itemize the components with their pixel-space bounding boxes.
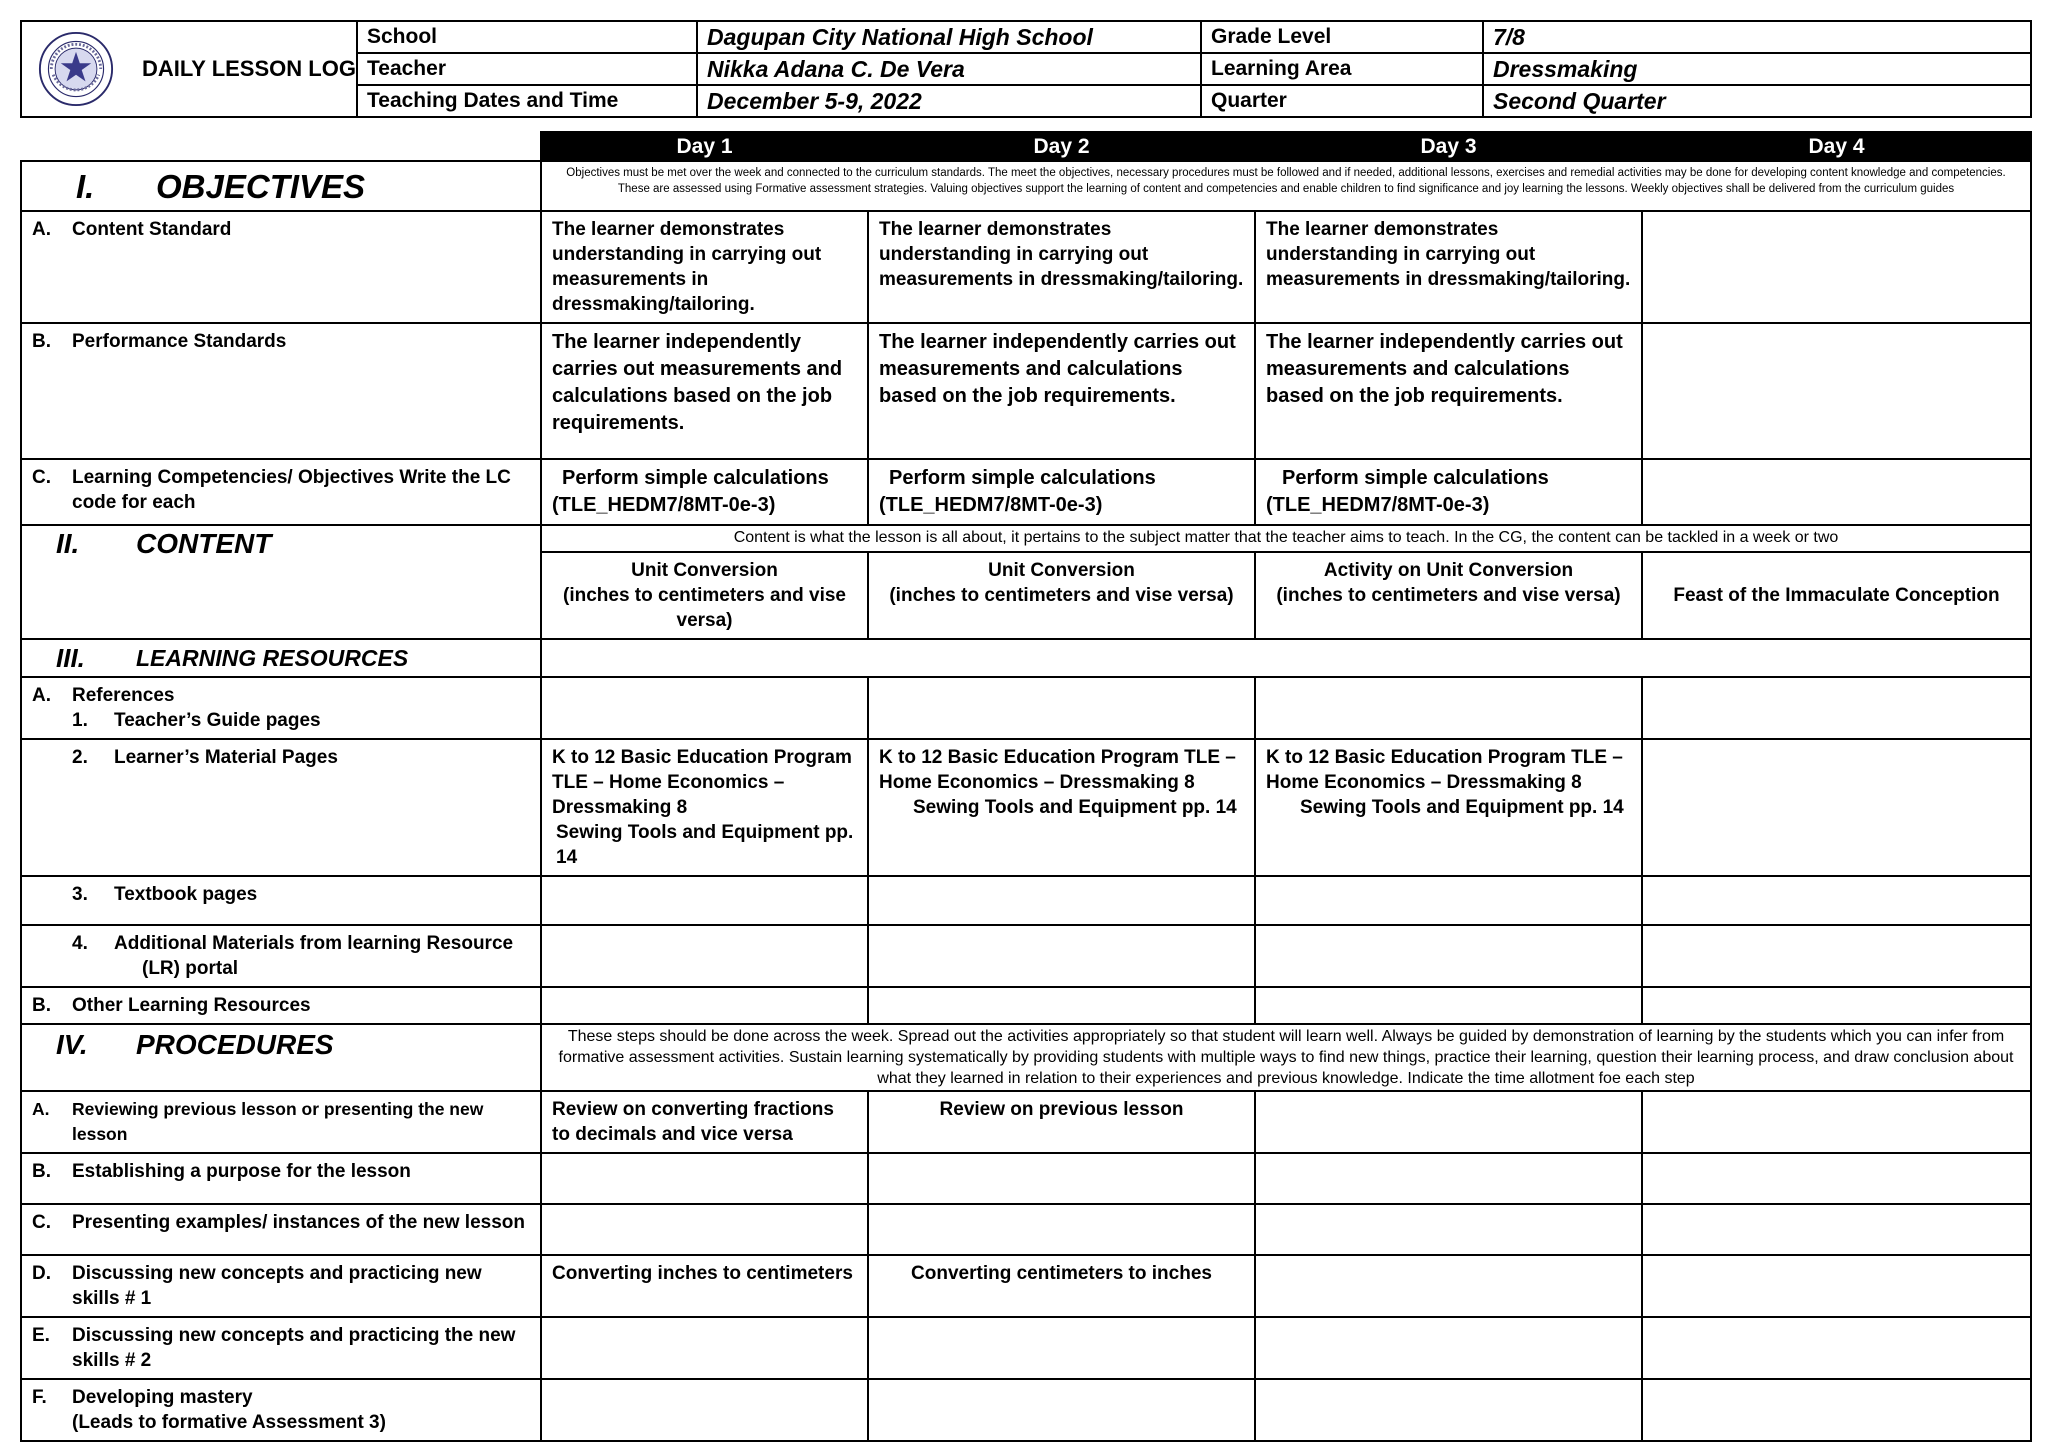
- competencies-day3: [1255, 459, 1642, 525]
- reviewing-day3: [1255, 1091, 1642, 1153]
- deped-seal-icon: [38, 31, 114, 107]
- discussing-2-day2: [868, 1317, 1255, 1379]
- content-day3: [1255, 552, 1642, 639]
- content-day4: Feast of the Immaculate Conception: [1642, 552, 2031, 639]
- discussing-1-day3: [1255, 1255, 1642, 1317]
- discussing-2-day3: [1255, 1317, 1642, 1379]
- competencies-day3-text: Perform simple calculations: [1282, 467, 1549, 489]
- content-standard-day2: The learner demonstrates understanding in carrying out measurements in dressmaking/tailoring.: [868, 211, 1255, 323]
- learners-material-day1-text: K to 12 Basic Education Program TLE – Home Economics – Dressmaking 8: [552, 747, 852, 818]
- content-standard-label-cell: [21, 211, 541, 323]
- textbook-day2: [868, 876, 1255, 925]
- objectives-note: Objectives must be met over the week and connected to the curriculum standards. The meet the objectives, necessary procedures must be followed and if needed, additional lessons, exercises and remedial activities may be done for developing content knowledge and competencies. These are assessed using Formative assessment strategies. Valuing objectives support the learning of content and competencies and enable children to find significance and joy learning the lessons. Weekly objectives shall be delivered from the curriculum guides: [541, 161, 2031, 211]
- competencies-label: Learning Competencies/ Objectives Write the LC code for each: [72, 467, 511, 513]
- reviewing-label-cell: [21, 1091, 541, 1153]
- tg-day1: [541, 677, 868, 739]
- additional-materials-day3: [1255, 925, 1642, 987]
- discussing-1-day4: [1642, 1255, 2031, 1317]
- procedures-section: [21, 1024, 541, 1091]
- content-day1: [541, 552, 868, 639]
- additional-materials-label-cell: [21, 925, 541, 987]
- purpose-day1: [541, 1153, 868, 1204]
- resources-number: III.: [56, 642, 85, 673]
- teaching-dates-label: Teaching Dates and Time: [357, 85, 697, 117]
- tg-day2: [868, 677, 1255, 739]
- textbook-day1: [541, 876, 868, 925]
- grade-level-value: 7/8: [1483, 21, 2031, 53]
- content-standard-day4: [1642, 211, 2031, 323]
- performance-standards-letter: B.: [32, 331, 51, 352]
- discussing-2-letter: E.: [32, 1325, 50, 1346]
- textbook-number: 3.: [72, 884, 88, 905]
- procedures-title: PROCEDURES: [136, 1029, 334, 1060]
- objectives-title: OBJECTIVES: [156, 167, 366, 205]
- tg-day3: [1255, 677, 1642, 739]
- grade-level-label: Grade Level: [1201, 21, 1483, 53]
- other-resources-day2: [868, 987, 1255, 1024]
- content-day1-title: Unit Conversion: [631, 560, 778, 581]
- content-number: II.: [56, 528, 80, 559]
- content-standard-day1: The learner demonstrates understanding in carrying out measurements in dressmaking/tailoring.: [541, 211, 868, 323]
- examples-label-cell: [21, 1204, 541, 1255]
- discussing-1-label: Discussing new concepts and practicing new skills # 1: [72, 1263, 482, 1309]
- content-standard-letter: A.: [32, 219, 51, 240]
- competencies-letter: C.: [32, 467, 51, 488]
- resources-title: LEARNING RESOURCES: [136, 644, 409, 671]
- references-label: References: [72, 685, 175, 706]
- learners-material-day2: [868, 739, 1255, 876]
- resources-section: [21, 639, 541, 677]
- textbook-day4: [1642, 876, 2031, 925]
- content-section: [21, 525, 541, 639]
- competencies-label-cell: [21, 459, 541, 525]
- discussing-2-day1: [541, 1317, 868, 1379]
- reviewing-day1: Review on converting fractions to decimals and vice versa: [541, 1091, 868, 1153]
- day-2-header: Day 2: [868, 132, 1255, 161]
- day-4-header: Day 4: [1642, 132, 2031, 161]
- discussing-1-day1: Converting inches to centimeters: [541, 1255, 868, 1317]
- school-label: School: [357, 21, 697, 53]
- examples-day3: [1255, 1204, 1642, 1255]
- performance-standards-label: Performance Standards: [72, 331, 287, 352]
- competencies-day2-text: Perform simple calculations: [889, 467, 1156, 489]
- discussing-2-label: Discussing new concepts and practicing the new skills # 2: [72, 1325, 516, 1371]
- discussing-2-label-cell: [21, 1317, 541, 1379]
- performance-standards-day3: The learner independently carries out measurements and calculations based on the job requirements.: [1255, 323, 1642, 459]
- learners-material-number: 2.: [72, 747, 88, 768]
- reviewing-letter: A.: [32, 1099, 50, 1119]
- reviewing-day2: Review on previous lesson: [868, 1091, 1255, 1153]
- performance-standards-label-cell: [21, 323, 541, 459]
- mastery-label-cell: [21, 1379, 541, 1441]
- mastery-day3: [1255, 1379, 1642, 1441]
- learners-material-day2-pages: Sewing Tools and Equipment pp. 14: [913, 797, 1237, 818]
- discussing-1-letter: D.: [32, 1263, 51, 1284]
- content-title: CONTENT: [136, 528, 272, 559]
- teachers-guide-label: Teacher’s Guide pages: [114, 710, 321, 731]
- school-value: Dagupan City National High School: [697, 21, 1201, 53]
- competencies-day2-code: (TLE_HEDM7/8MT-0e-3): [879, 494, 1103, 516]
- mastery-day1: [541, 1379, 868, 1441]
- quarter-value: Second Quarter: [1483, 85, 2031, 117]
- day-3-header: Day 3: [1255, 132, 1642, 161]
- additional-materials-day2: [868, 925, 1255, 987]
- references-label-cell: [21, 677, 541, 739]
- logo-cell: [21, 21, 357, 117]
- competencies-day1-text: Perform simple calculations: [562, 467, 829, 489]
- other-resources-day1: [541, 987, 868, 1024]
- learners-material-day2-text: K to 12 Basic Education Program TLE – Home Economics – Dressmaking 8: [879, 747, 1236, 793]
- learners-material-day3: [1255, 739, 1642, 876]
- mastery-letter: F.: [32, 1387, 47, 1408]
- learners-material-day4: [1642, 739, 2031, 876]
- teachers-guide-number: 1.: [72, 710, 88, 731]
- learners-material-day1: [541, 739, 868, 876]
- examples-label: Presenting examples/ instances of the new lesson: [72, 1212, 525, 1233]
- procedures-note: These steps should be done across the week. Spread out the activities appropriately so that student will learn well. Always be guided by demonstration of learning by the students which you can infer from formative assessment activities. Sustain learning systematically by providing students with multiple ways to find new things, practice their learning, question their learning process, and draw conclusion about what they learned in relation to their experiences and previous knowledge. Indicate the time allotment foe each step: [541, 1024, 2031, 1091]
- lesson-log-table: [20, 131, 2032, 1442]
- examples-letter: C.: [32, 1212, 51, 1233]
- other-resources-label-cell: [21, 987, 541, 1024]
- header-table: [20, 20, 2032, 118]
- additional-materials-number: 4.: [72, 933, 88, 954]
- competencies-day4: [1642, 459, 2031, 525]
- competencies-day3-code: (TLE_HEDM7/8MT-0e-3): [1266, 494, 1490, 516]
- teaching-dates-value: December 5-9, 2022: [697, 85, 1201, 117]
- competencies-day2: [868, 459, 1255, 525]
- learners-material-day3-pages: Sewing Tools and Equipment pp. 14: [1300, 797, 1624, 818]
- learners-material-day1-pages: Sewing Tools and Equipment pp. 14: [556, 822, 854, 868]
- mastery-day4: [1642, 1379, 2031, 1441]
- objectives-section: [21, 161, 541, 211]
- performance-standards-day2: The learner independently carries out measurements and calculations based on the job requirements.: [868, 323, 1255, 459]
- teacher-label: Teacher: [357, 53, 697, 85]
- document-title: DAILY LESSON LOG: [142, 56, 356, 81]
- examples-day1: [541, 1204, 868, 1255]
- quarter-label: Quarter: [1201, 85, 1483, 117]
- competencies-day1: [541, 459, 868, 525]
- reviewing-label: Reviewing previous lesson or presenting the new lesson: [72, 1099, 484, 1144]
- examples-day4: [1642, 1204, 2031, 1255]
- procedures-number: IV.: [56, 1029, 88, 1060]
- mastery-day2: [868, 1379, 1255, 1441]
- competencies-day1-code: (TLE_HEDM7/8MT-0e-3): [552, 494, 776, 516]
- mastery-label-2: (Leads to formative Assessment 3): [72, 1412, 386, 1433]
- resources-blank: [541, 639, 2031, 677]
- reviewing-day4: [1642, 1091, 2031, 1153]
- other-resources-day3: [1255, 987, 1642, 1024]
- content-day2: [868, 552, 1255, 639]
- purpose-day3: [1255, 1153, 1642, 1204]
- learning-area-label: Learning Area: [1201, 53, 1483, 85]
- content-day2-title: Unit Conversion: [988, 560, 1135, 581]
- additional-materials-label-2: (LR) portal: [142, 958, 239, 979]
- day-1-header: Day 1: [541, 132, 868, 161]
- purpose-day2: [868, 1153, 1255, 1204]
- content-day2-sub: (inches to centimeters and vise versa): [889, 585, 1234, 606]
- other-resources-day4: [1642, 987, 2031, 1024]
- other-resources-letter: B.: [32, 995, 51, 1016]
- day-header-spacer: [21, 132, 541, 161]
- content-standard-day3: The learner demonstrates understanding in carrying out measurements in dressmaking/tailoring.: [1255, 211, 1642, 323]
- purpose-day4: [1642, 1153, 2031, 1204]
- textbook-day3: [1255, 876, 1642, 925]
- mastery-label: Developing mastery: [72, 1387, 253, 1408]
- content-note: Content is what the lesson is all about, it pertains to the subject matter that the teacher aims to teach. In the CG, the content can be tackled in a week or two: [541, 525, 2031, 552]
- learners-material-day3-text: K to 12 Basic Education Program TLE – Home Economics – Dressmaking 8: [1266, 747, 1623, 793]
- additional-materials-label: Additional Materials from learning Resource: [114, 933, 514, 954]
- textbook-label: Textbook pages: [114, 884, 258, 905]
- other-resources-label: Other Learning Resources: [72, 995, 311, 1016]
- examples-day2: [868, 1204, 1255, 1255]
- performance-standards-day4: [1642, 323, 2031, 459]
- textbook-label-cell: [21, 876, 541, 925]
- content-standard-label: Content Standard: [72, 219, 232, 240]
- purpose-label-cell: [21, 1153, 541, 1204]
- additional-materials-day4: [1642, 925, 2031, 987]
- tg-day4: [1642, 677, 2031, 739]
- content-day3-sub: (inches to centimeters and vise versa): [1276, 585, 1621, 606]
- content-day3-title: Activity on Unit Conversion: [1323, 560, 1574, 581]
- additional-materials-day1: [541, 925, 868, 987]
- objectives-number: I.: [76, 167, 95, 205]
- learners-material-label-cell: [21, 739, 541, 876]
- discussing-2-day4: [1642, 1317, 2031, 1379]
- discussing-1-label-cell: [21, 1255, 541, 1317]
- learners-material-label: Learner’s Material Pages: [114, 747, 338, 768]
- purpose-letter: B.: [32, 1161, 51, 1182]
- performance-standards-day1: The learner independently carries out measurements and calculations based on the job requirements.: [541, 323, 868, 459]
- discussing-1-day2: Converting centimeters to inches: [868, 1255, 1255, 1317]
- references-letter: A.: [32, 685, 51, 706]
- purpose-label: Establishing a purpose for the lesson: [72, 1161, 411, 1182]
- learning-area-value: Dressmaking: [1483, 53, 2031, 85]
- content-day1-sub: (inches to centimeters and vise versa): [563, 585, 846, 631]
- teacher-value: Nikka Adana C. De Vera: [697, 53, 1201, 85]
